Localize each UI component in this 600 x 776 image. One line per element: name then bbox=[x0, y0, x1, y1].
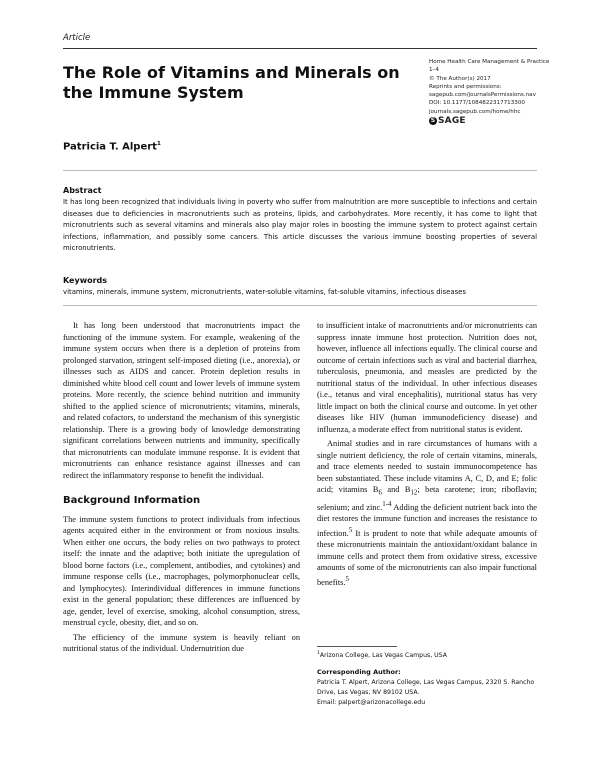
reprints-label: Reprints and permissions: bbox=[429, 83, 502, 90]
right-paragraph-2: Animal studies and in rare circumstances of humans with a single nutrient deficiency, the role of certain vitamins, minerals, and trace elements needed to sustain immunocompetence has been substantiated. These include vitamins A, C, D, and E; folic acid; vitamins $B_6$ and $B_{12}$; beta carotene; iron; riboflavin; selenium; and zinc.$^{1-4}$ Adding the deficient nutrient back into the diet restores the immune function and increases the resistance to infection.$^5$ It is prudent to note that while adequate amounts of these micronutrients maintain the antioxidant/oxidant balance in immune cells and protect them from oxidative stress, excessive amounts of some of the micronutrients can also impair functional benefits.$^5$ bbox=[317, 439, 537, 587]
keywords-text: vitamins, minerals, immune system, micronutrients, water-soluble vitamins, fat-soluble vitamins, infectious diseases bbox=[63, 288, 466, 296]
author-name: Patricia T. Alpert bbox=[63, 141, 157, 153]
section-heading: Background Information bbox=[63, 495, 201, 506]
journal-home-link[interactable]: journals.sagepub.com/home/hhc bbox=[429, 108, 521, 115]
citation-ref[interactable]: 1-4 bbox=[382, 500, 392, 509]
body-column-right bbox=[317, 320, 537, 588]
article-type-label: Article bbox=[63, 33, 91, 43]
page-range: 1–4 bbox=[429, 67, 439, 74]
corresponding-author-details bbox=[317, 678, 537, 709]
permissions-link[interactable]: sagepub.com/journalsPermissions.nav bbox=[429, 92, 536, 99]
doi[interactable]: DOI: 10.1177/1084822317713300 bbox=[429, 100, 525, 107]
journal-name: Home Health Care Management & Practice bbox=[429, 59, 550, 65]
author bbox=[63, 141, 161, 152]
background-paragraph-1: The immune system functions to protect individuals from infectious agents acquired either in the environment or from noxious insults. When either one occurs, the body relies on two pathways to protect itself: the innate and the adaptive; both initiate the upregulation of blood borne factors (i.e., complement, antibodies, and cytokines) and immune response cells (i.e., macrophages, polymorphonuclear cells, and lymphocytes). Interindividual differences in immune functions exist in the general population; these differences are influenced by age, gender, level of exercise, smoking, alcohol consumption, stress, menstrual cycle, obesity, diet, and so on. bbox=[63, 514, 300, 627]
header-divider bbox=[63, 48, 537, 49]
subscript-12: 12 bbox=[410, 488, 418, 497]
keywords-heading: Keywords bbox=[63, 276, 108, 285]
subscript-6: 6 bbox=[378, 488, 382, 497]
sage-circle-icon: S bbox=[430, 117, 436, 125]
author-affil-mark: 1 bbox=[156, 141, 161, 147]
abstract-text: It has long been recognized that individuals living in poverty who suffer from malnutrition are more susceptible to infections and certain diseases due to deficiencies in macronutrients such as proteins, lipids, and carbohydrates. More recently, it has come to light that micronutrients such as several vitamins and minerals also play major roles in boosting the immune system to protect against certain infections, inflammation, and possibly some cancers. This article discusses the various immune boosting properties of several micronutrients. bbox=[63, 198, 537, 252]
affiliation-footnote: $^1$Arizona College, Las Vegas Campus, USA bbox=[317, 651, 447, 660]
intro-paragraph: It has long been understood that macronutrients impact the functioning of the immune system. For example, weakening of the immune system occurs when there is a depletion of proteins from prolonged starvation, stringent self-imposed dieting (i.e., anorexia), or illnesses such as AIDS and cancer. Protein depletion results in diminished white blood cell count and lower levels of immune system proteins. More recently, the science behind nutrition and immunity shifted to the applied science of micronutrients; vitamins, minerals, and related cofactors, to understand the mechanism of this synergistic relationship. There is a growing body of knowledge demonstrating significant correlations between nutrients and immunity, specifically that micronutrients can modulate immune response. It is evident that micronutrients can enhance resistance against illnesses and can redirect the inflammatory response to benefit the individual. bbox=[63, 321, 300, 480]
corr-address-line: Drive, Las Vegas, NV 89102 USA. bbox=[317, 689, 420, 697]
background-paragraph-2: The efficiency of the immune system is heavily reliant on nutritional status of the individual. Undernutrition due bbox=[63, 632, 300, 653]
journal-info bbox=[429, 58, 549, 125]
article-title: The Role of Vitamins and Minerals on the Immune System bbox=[63, 63, 400, 102]
right-paragraph-1: to insufficient intake of macronutrients and/or micronutrients can suppress innate immune host protection. Nutrition does not, however, influence all infections equally. The clinical course and outcome of certain infections such as viral and bacterial diarrhea, tuberculosis, pneumonia, and measles are predicted by the nutritional status of the individual. In other infectious diseases (i.e., tetanus and viral encephalitis), nutritional status has very little impact on both the clinical course and outcome. In yet other diseases like HIV (human immunodeficiency disease) and influenza, a moderate effect from nutritional status is evident. bbox=[317, 321, 537, 434]
abstract-top-rule bbox=[63, 170, 537, 171]
corresponding-author-heading: Corresponding Author: bbox=[317, 668, 401, 676]
publisher-name: SAGE bbox=[438, 116, 466, 127]
affil-mark: 1 bbox=[317, 651, 320, 656]
footnote-divider bbox=[317, 646, 397, 647]
publisher-logo bbox=[429, 117, 549, 125]
corr-address-line: Patricia T. Alpert, Arizona College, Las Vegas Campus, 2320 S. Rancho bbox=[317, 679, 535, 686]
citation-ref[interactable]: 5 bbox=[345, 574, 349, 583]
citation-ref[interactable]: 5 bbox=[348, 525, 353, 534]
body-column-left bbox=[63, 320, 300, 655]
abstract-heading: Abstract bbox=[63, 186, 102, 195]
abstract-bottom-rule bbox=[63, 305, 537, 306]
corr-email[interactable]: Email: palpert@arizonacollege.edu bbox=[317, 699, 426, 707]
copyright: © The Author(s) 2017 bbox=[429, 75, 491, 82]
